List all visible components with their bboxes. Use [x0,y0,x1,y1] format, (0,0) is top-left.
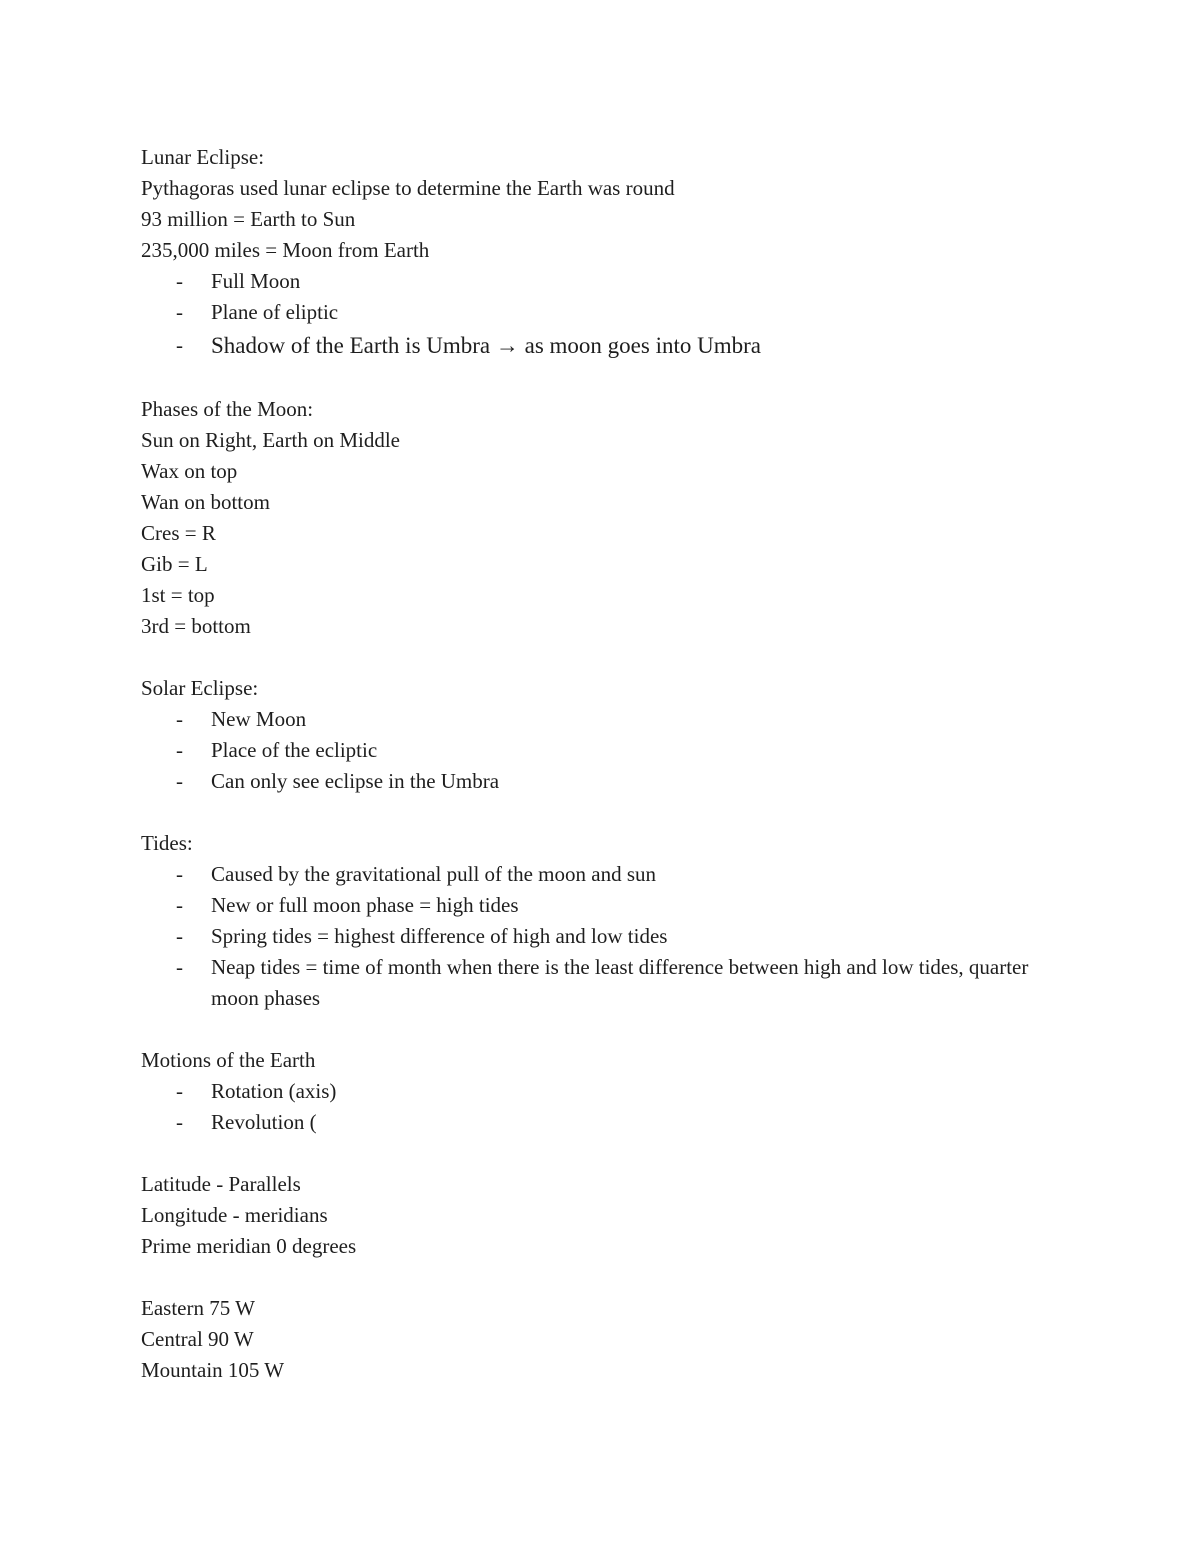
spacer [141,797,1081,828]
bullet-text: New Moon [211,707,307,731]
bullet-dash: - [176,1079,183,1103]
spacer [141,1014,1081,1045]
bullet-dash: - [176,707,183,731]
bullet-item [141,1107,1081,1138]
bullet-item [141,921,1081,952]
section-heading-phases-of-the-moon: Phases of the Moon: [141,397,314,421]
text-line: Eastern 75 W [141,1296,255,1320]
bullet-dash: - [176,1110,183,1134]
bullet-text: Revolution ( [211,1110,317,1134]
bullet-dash: - [176,738,183,762]
bullet-text: Shadow of the Earth is Umbra → as moon goes into Umbra [211,333,761,358]
spacer [141,642,1081,673]
text-line: Central 90 W [141,1327,254,1351]
spacer [141,1138,1081,1169]
bullet-text: Neap tides = time of month when there is the least difference between high and low tides, quarter moon phases [211,955,1029,1010]
bullet-item [141,704,1081,735]
bullet-text: Caused by the gravitational pull of the moon and sun [211,862,656,886]
section-heading-motions-of-the-earth: Motions of the Earth [141,1048,316,1072]
bullet-dash: - [176,333,183,357]
text-line: 3rd = bottom [141,614,251,638]
bullet-text: Full Moon [211,269,301,293]
text-line: Mountain 105 W [141,1358,285,1382]
bullet-dash: - [176,924,183,948]
bullet-item [141,735,1081,766]
spacer [141,1262,1081,1293]
bullet-item [141,890,1081,921]
bullet-dash: - [176,769,183,793]
bullet-dash: - [176,300,183,324]
text-line: Wax on top [141,459,238,483]
bullet-text: New or full moon phase = high tides [211,893,519,917]
bullet-item [141,1076,1081,1107]
bullet-text: Place of the ecliptic [211,738,378,762]
bullet-item [141,297,1081,328]
text-line: Pythagoras used lunar eclipse to determine the Earth was round [141,176,675,200]
section-heading-solar-eclipse: Solar Eclipse: [141,676,259,700]
bullet-text: Can only see eclipse in the Umbra [211,769,500,793]
bullet-item [141,328,1081,363]
section-heading-lunar-eclipse: Lunar Eclipse: [141,145,265,169]
text-line: Wan on bottom [141,490,270,514]
spacer [141,363,1081,394]
text-line: Gib = L [141,552,208,576]
section-heading-tides: Tides: [141,831,193,855]
bullet-text: Rotation (axis) [211,1079,337,1103]
bullet-item [141,766,1081,797]
text-line: Prime meridian 0 degrees [141,1234,357,1258]
text-line: Sun on Right, Earth on Middle [141,428,400,452]
text-line: Longitude - meridians [141,1203,328,1227]
document-page [141,142,1081,1386]
text-line: Cres = R [141,521,216,545]
text-line: Latitude - Parallels [141,1172,301,1196]
text-line: 93 million = Earth to Sun [141,207,356,231]
bullet-text: Spring tides = highest difference of high and low tides [211,924,668,948]
bullet-dash: - [176,862,183,886]
bullet-dash: - [176,955,183,979]
bullet-dash: - [176,269,183,293]
text-line: 1st = top [141,583,215,607]
bullet-text: Plane of eliptic [211,300,339,324]
bullet-dash: - [176,893,183,917]
bullet-item [141,952,1081,1014]
bullet-item [141,266,1081,297]
text-line: 235,000 miles = Moon from Earth [141,238,430,262]
bullet-item [141,859,1081,890]
